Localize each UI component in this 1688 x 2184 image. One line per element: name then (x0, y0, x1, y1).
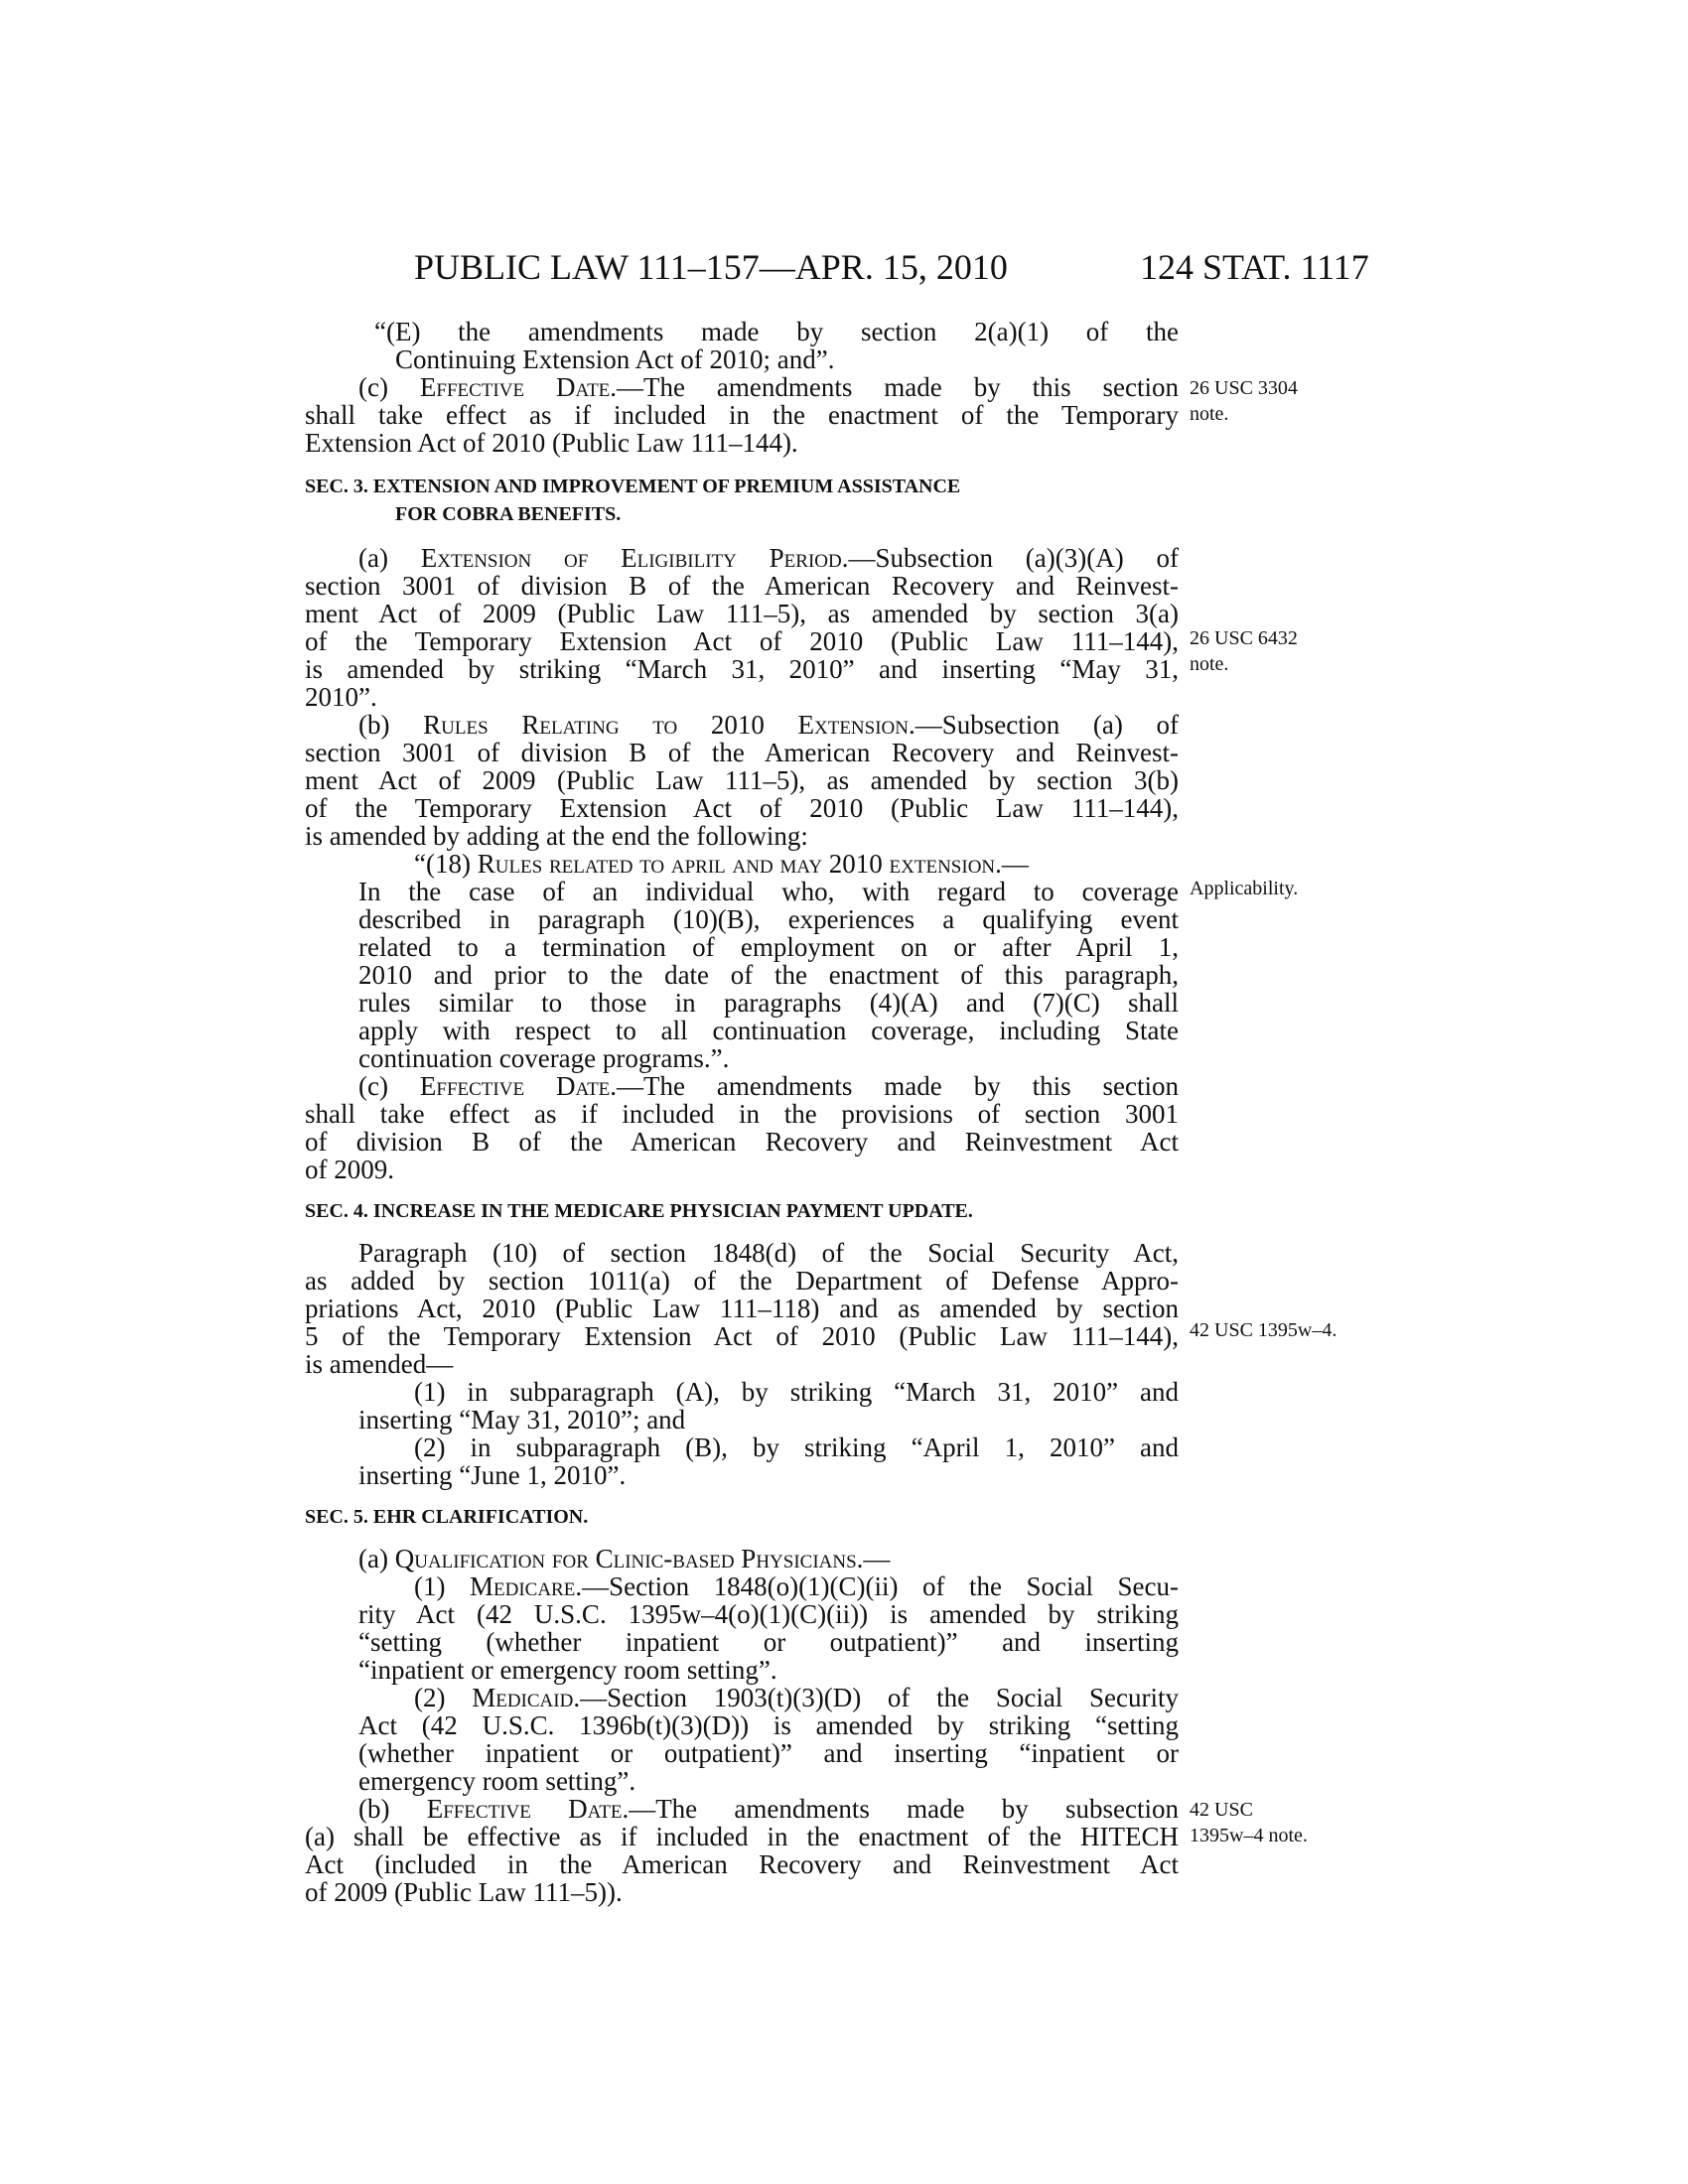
line-text: is amended— (305, 1349, 454, 1379)
text-line (358, 1767, 1179, 1795)
line-text: shall take effect as if included in the enactment of the Temporary (305, 400, 1179, 430)
text-line (358, 1072, 1179, 1100)
line-text: inserting “May 31, 2010”; and (358, 1405, 686, 1434)
paragraph-label: (c) (358, 372, 420, 402)
text-line (358, 711, 1179, 739)
line-text: section 3001 of division B of the American Recovery and Reinvest- (305, 571, 1179, 601)
line-text: .—The amendments made by this section (610, 1071, 1179, 1101)
page-citation: 124 STAT. 1117 (1140, 247, 1369, 287)
subsection-heading: Qualification for Clinic-based Physicians (394, 1544, 857, 1573)
text-line (305, 401, 1179, 429)
text-line (374, 318, 1179, 345)
paragraph-label: “(18) (414, 849, 478, 879)
line-text: described in paragraph (10)(B), experiences a qualifying event (358, 904, 1179, 934)
text-line (305, 683, 1179, 711)
line-text: 5 of the Temporary Extension Act of 2010 (Public Law 111–144), (305, 1321, 1179, 1351)
line-text: related to a termination of employment on or after April 1, (358, 932, 1179, 962)
text-line (414, 850, 1179, 878)
line-text: apply with respect to all continuation coverage, including State (358, 1016, 1179, 1045)
line-text: rules similar to those in paragraphs (4)(A) and (7)(C) shall (358, 988, 1179, 1018)
line-text: as added by section 1011(a) of the Department of Defense Appro- (305, 1266, 1179, 1296)
line-text: “(E) the amendments made by section 2(a)(1) of the (374, 317, 1179, 346)
paragraph-label: (1) (414, 1571, 470, 1601)
section-heading (305, 1503, 1179, 1531)
line-text: .—Subsection (a) of (909, 710, 1180, 740)
text-line (305, 1156, 1179, 1183)
subsection-heading: Medicaid (472, 1683, 574, 1712)
text-line (358, 1656, 1179, 1684)
line-text: Paragraph (10) of section 1848(d) of the Social Security Act, (358, 1238, 1179, 1268)
text-line (358, 1545, 1179, 1572)
section-heading (305, 473, 1179, 500)
line-text: section 3001 of division B of the American Recovery and Reinvest- (305, 738, 1179, 767)
text-line (358, 544, 1179, 572)
text-line (358, 989, 1179, 1017)
line-text: 2010 and prior to the date of the enactment of this paragraph, (358, 960, 1179, 990)
paragraph-label: (a) (358, 1544, 395, 1573)
line-text: rity Act (42 U.S.C. 1395w–4(o)(1)(C)(ii)) is amended by striking (358, 1599, 1179, 1629)
line-text: is amended by adding at the end the following: (305, 821, 808, 851)
line-text: Act (included in the American Recovery and Reinvestment Act (305, 1849, 1179, 1879)
text-line (305, 600, 1179, 627)
line-text: .—Section 1903(t)(3)(D) of the Social Security (573, 1683, 1179, 1712)
text-line (414, 1684, 1179, 1711)
running-head-title: PUBLIC LAW 111–157—APR. 15, 2010 (414, 247, 1008, 287)
text-line (305, 1100, 1179, 1128)
line-text: of the Temporary Extension Act of 2010 (Public Law 111–144), (305, 793, 1179, 823)
text-line (358, 1017, 1179, 1044)
subsection-heading: Extension of Eligibility Period (420, 543, 842, 573)
line-text: inserting “June 1, 2010”. (358, 1460, 627, 1490)
text-line (305, 655, 1179, 683)
line-text: .—Section 1848(o)(1)(C)(ii) of the Social Secu- (575, 1571, 1179, 1601)
margin-note: 42 USC 1395w–4. (1190, 1319, 1337, 1341)
line-text: continuation coverage programs.”. (358, 1043, 730, 1073)
margin-note: note. (1190, 403, 1229, 425)
line-text: Extension Act of 2010 (Public Law 111–144). (305, 428, 798, 458)
line-text: FOR COBRA BENEFITS. (395, 503, 622, 525)
line-text: SEC. 3. EXTENSION AND IMPROVEMENT OF PREMIUM ASSISTANCE (305, 476, 961, 497)
line-text: .—The amendments made by this section (610, 372, 1179, 402)
paragraph-label: (2) (414, 1683, 473, 1712)
text-line (358, 1795, 1179, 1823)
section-heading (305, 1197, 1179, 1225)
line-text: .— (856, 1544, 891, 1573)
subsection-heading: Rules related to april and may 2010 extension (477, 849, 996, 879)
line-text: SEC. 4. INCREASE IN THE MEDICARE PHYSICIAN PAYMENT UPDATE. (305, 1200, 973, 1222)
text-line (414, 1433, 1179, 1461)
line-text: .— (995, 849, 1029, 879)
text-line (305, 429, 1179, 457)
paragraph-label: (c) (358, 1071, 420, 1101)
line-text: Continuing Extension Act of 2010; and”. (395, 344, 835, 374)
section-heading (395, 500, 1179, 528)
text-line (358, 1461, 1179, 1489)
line-text: of division B of the American Recovery and Reinvestment Act (305, 1127, 1179, 1157)
line-text: of 2009 (Public Law 111–5)). (305, 1877, 623, 1907)
line-text: shall take effect as if included in the provisions of section 3001 (305, 1099, 1179, 1129)
margin-note: Applicability. (1190, 878, 1299, 899)
text-line (358, 373, 1179, 401)
line-text: In the case of an individual who, with regard to coverage (358, 877, 1179, 906)
margin-note: 42 USC (1190, 1799, 1253, 1821)
text-line (358, 1600, 1179, 1628)
text-line (358, 1628, 1179, 1656)
line-text: “setting (whether inpatient or outpatient)” and inserting (358, 1627, 1179, 1657)
line-text: is amended by striking “March 31, 2010” and inserting “May 31, (305, 654, 1179, 684)
text-line (358, 961, 1179, 989)
text-line (305, 766, 1179, 794)
subsection-heading: Effective Date (419, 372, 611, 402)
text-line (358, 933, 1179, 961)
text-line (358, 878, 1179, 905)
text-line (305, 1823, 1179, 1850)
text-line (305, 822, 1179, 850)
line-text: (whether inpatient or outpatient)” and inserting “inpatient or (358, 1738, 1179, 1768)
text-line (358, 1239, 1179, 1267)
text-line (358, 1711, 1179, 1739)
line-text: (2) in subparagraph (B), by striking “April 1, 2010” and (414, 1433, 1179, 1462)
line-text: 2010”. (305, 682, 377, 712)
text-line (305, 1322, 1179, 1350)
text-line (414, 1572, 1179, 1600)
text-line (305, 1878, 1179, 1906)
line-text: ment Act of 2009 (Public Law 111–5), as amended by section 3(a) (305, 599, 1179, 628)
text-line (305, 739, 1179, 766)
text-line (414, 1378, 1179, 1406)
paragraph-label: (b) (358, 710, 424, 740)
paragraph-label: (a) (358, 543, 421, 573)
line-text: Act (42 U.S.C. 1396b(t)(3)(D)) is amended by striking “setting (358, 1710, 1179, 1740)
text-line (305, 1267, 1179, 1295)
text-line (305, 1295, 1179, 1322)
text-line (305, 627, 1179, 655)
text-line (305, 1350, 1179, 1378)
line-text: of 2009. (305, 1155, 394, 1184)
line-text: emergency room setting”. (358, 1766, 636, 1796)
line-text: .—Subsection (a)(3)(A) of (841, 543, 1179, 573)
line-text: ment Act of 2009 (Public Law 111–5), as amended by section 3(b) (305, 765, 1179, 795)
subsection-heading: Effective Date (426, 1794, 623, 1824)
subsection-heading: Rules Relating to 2010 Extension (423, 710, 909, 740)
text-line (305, 1128, 1179, 1156)
text-line (305, 1850, 1179, 1878)
line-text: (a) shall be effective as if included in the enactment of the HITECH (305, 1822, 1179, 1851)
subsection-heading: Effective Date (419, 1071, 611, 1101)
margin-note: 1395w–4 note. (1190, 1825, 1308, 1846)
text-line (395, 345, 1179, 373)
line-text: of the Temporary Extension Act of 2010 (Public Law 111–144), (305, 626, 1179, 656)
line-text: priations Act, 2010 (Public Law 111–118) and as amended by section (305, 1294, 1179, 1323)
text-line (358, 1044, 1179, 1072)
margin-note: 26 USC 6432 (1190, 627, 1298, 649)
margin-note: 26 USC 3304 (1190, 377, 1298, 399)
subsection-heading: Medicare (470, 1571, 576, 1601)
text-line (305, 572, 1179, 600)
text-line (358, 1739, 1179, 1767)
line-text: SEC. 5. EHR CLARIFICATION. (305, 1506, 589, 1528)
line-text: (1) in subparagraph (A), by striking “March 31, 2010” and (414, 1377, 1179, 1407)
text-line (358, 1406, 1179, 1433)
line-text: “inpatient or emergency room setting”. (358, 1655, 777, 1685)
line-text: .—The amendments made by subsection (622, 1794, 1179, 1824)
margin-note: note. (1190, 653, 1229, 675)
text-line (305, 794, 1179, 822)
paragraph-label: (b) (358, 1794, 427, 1824)
text-line (358, 905, 1179, 933)
